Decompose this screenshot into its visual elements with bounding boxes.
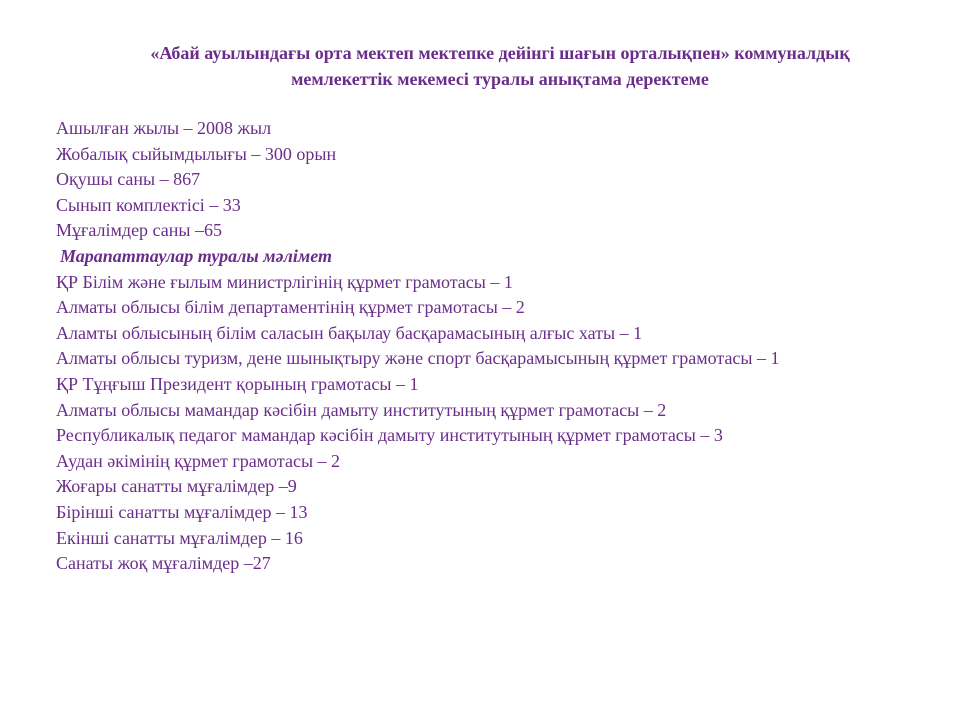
award-item: Аламты облысының білім саласын бақылау басқарамасының алғыс хаты – 1: [56, 322, 643, 343]
award-item: Аудан әкімінің құрмет грамотасы – 2: [56, 450, 341, 471]
teacher-category-item: Екінші санатты мұғалімдер – 16: [56, 527, 303, 548]
teacher-category-item: Санаты жоқ мұғалімдер –27: [56, 553, 271, 574]
page-title: [60, 40, 940, 92]
title-line-1: «Абай ауылындағы орта мектеп мектепке дейінгі шағын орталықпен» коммуналдық: [150, 43, 850, 63]
fact-opened-year: Ашылған жылы – 2008 жыл: [56, 118, 272, 138]
fact-class-sets: Сынып комплектісі – 33: [56, 194, 241, 215]
award-item: Алматы облысы туризм, дене шынықтыру және спорт басқарамысының құрмет грамотасы – 1: [56, 348, 780, 369]
awards-section-heading: Марапаттаулар туралы мәлімет: [60, 245, 332, 266]
award-item: Алматы облысы мамандар кәсібін дамыту институтының құрмет грамотасы – 2: [56, 399, 667, 420]
teacher-category-item: Бірінші санатты мұғалімдер – 13: [56, 501, 308, 522]
award-item: Республикалық педагог мамандар кәсібін дамыту институтының құрмет грамотасы – 3: [56, 425, 723, 446]
fact-student-count: Оқушы саны – 867: [56, 169, 201, 190]
award-item: ҚР Тұңғыш Президент қорының грамотасы – 1: [56, 373, 419, 394]
title-line-2: мемлекеттік мекемесі туралы анықтама деректеме: [291, 69, 709, 89]
fact-teacher-count: Мұғалімдер саны –65: [56, 220, 222, 241]
award-item: ҚР Білім және ғылым министрлігінің құрмет грамотасы – 1: [56, 271, 513, 292]
award-item: Алматы облысы білім департаментінің құрмет грамотасы – 2: [56, 297, 525, 318]
teacher-category-item: Жоғары санатты мұғалімдер –9: [56, 476, 297, 497]
fact-design-capacity: Жобалық сыйымдылығы – 300 орын: [56, 143, 337, 164]
facts-list: [56, 116, 936, 577]
